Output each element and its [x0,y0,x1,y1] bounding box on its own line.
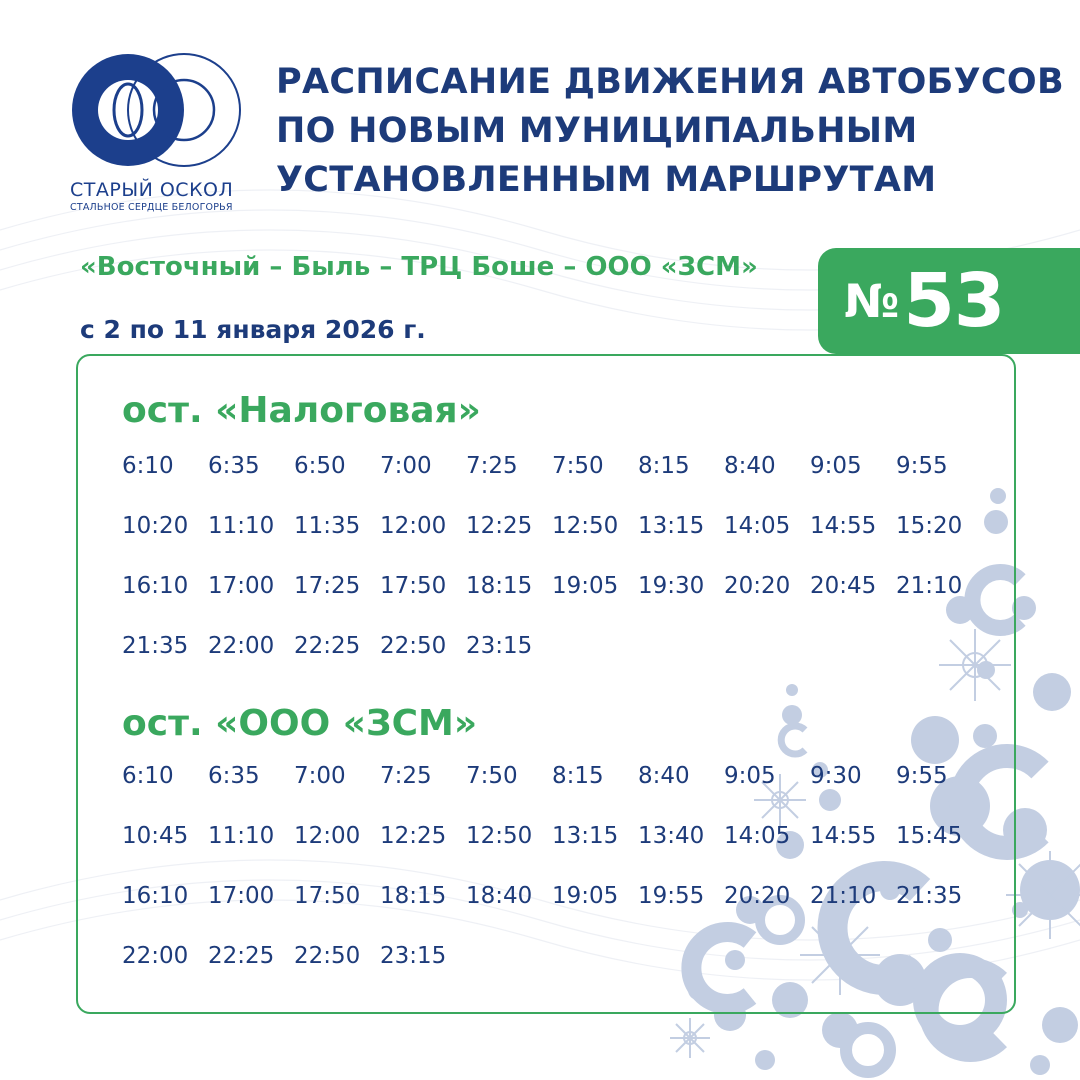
departure-time: 7:50 [552,453,604,479]
departure-time: 23:15 [466,633,533,659]
departure-time: 22:00 [122,943,189,969]
departure-time: 12:00 [380,513,447,539]
departure-time: 21:35 [896,883,963,909]
departure-time: 17:25 [294,573,361,599]
times-grid-nalogovaya [122,452,1002,692]
departure-time: 19:30 [638,573,705,599]
logo-name: СТАРЫЙ ОСКОЛ [70,179,234,201]
departure-time: 13:15 [552,823,619,849]
departure-time: 22:25 [208,943,275,969]
departure-time: 14:05 [724,513,791,539]
departure-time: 16:10 [122,573,189,599]
departure-time: 11:35 [294,513,361,539]
departure-time: 19:55 [638,883,705,909]
departure-time: 14:55 [810,823,877,849]
departure-time: 10:20 [122,513,189,539]
departure-time: 7:25 [380,763,432,789]
departure-time: 22:00 [208,633,275,659]
departure-time: 22:25 [294,633,361,659]
departure-time: 15:20 [896,513,963,539]
departure-time: 18:15 [380,883,447,909]
stop-title-nalogovaya: ост. «Налоговая» [122,390,481,431]
departure-time: 20:45 [810,573,877,599]
departure-time: 23:15 [380,943,447,969]
departure-time: 17:50 [294,883,361,909]
logo-slogan: СТАЛЬНОЕ СЕРДЦЕ БЕЛОГОРЬЯ [70,202,233,213]
departure-time: 21:35 [122,633,189,659]
departure-time: 12:25 [466,513,533,539]
departure-time: 7:00 [294,763,346,789]
departure-time: 19:05 [552,883,619,909]
departure-time: 6:10 [122,763,174,789]
departure-time: 6:10 [122,453,174,479]
schedule-period: с 2 по 11 января 2026 г. [80,315,426,344]
route-name: «Восточный – Быль – ТРЦ Боше – ООО «ЗСМ» [80,252,758,282]
departure-time: 12:50 [552,513,619,539]
departure-time: 14:55 [810,513,877,539]
departure-time: 8:40 [724,453,776,479]
departure-time: 9:30 [810,763,862,789]
departure-time: 21:10 [810,883,877,909]
departure-time: 11:10 [208,513,275,539]
stop-title-zsm: ост. «ООО «ЗСМ» [122,703,478,744]
departure-time: 13:15 [638,513,705,539]
departure-time: 17:00 [208,883,275,909]
departure-time: 6:35 [208,453,260,479]
title-line: РАСПИСАНИЕ ДВИЖЕНИЯ АВТОБУСОВ [276,62,1064,102]
departure-time: 8:15 [552,763,604,789]
departure-time: 8:15 [638,453,690,479]
departure-time: 12:00 [294,823,361,849]
route-number: 53 [903,258,1005,344]
departure-time: 8:40 [638,763,690,789]
departure-time: 12:25 [380,823,447,849]
number-sign: № [844,274,900,328]
departure-time: 15:45 [896,823,963,849]
departure-time: 19:05 [552,573,619,599]
departure-time: 17:00 [208,573,275,599]
departure-time: 9:55 [896,453,948,479]
page-title [276,58,1066,205]
departure-time: 21:10 [896,573,963,599]
departure-time: 16:10 [122,883,189,909]
times-grid-zsm [122,762,1002,1002]
departure-time: 17:50 [380,573,447,599]
departure-time: 12:50 [466,823,533,849]
departure-time: 7:50 [466,763,518,789]
route-number-badge [818,248,1080,354]
departure-time: 9:55 [896,763,948,789]
departure-time: 11:10 [208,823,275,849]
departure-time: 9:05 [724,763,776,789]
departure-time: 6:35 [208,763,260,789]
departure-time: 14:05 [724,823,791,849]
departure-time: 22:50 [294,943,361,969]
departure-time: 6:50 [294,453,346,479]
title-line: ПО НОВЫМ МУНИЦИПАЛЬНЫМ [276,111,918,151]
departure-time: 18:15 [466,573,533,599]
departure-time: 13:40 [638,823,705,849]
departure-time: 10:45 [122,823,189,849]
departure-time: 7:00 [380,453,432,479]
departure-time: 7:25 [466,453,518,479]
departure-time: 20:20 [724,883,791,909]
departure-time: 18:40 [466,883,533,909]
departure-time: 22:50 [380,633,447,659]
title-line: УСТАНОВЛЕННЫМ МАРШРУТАМ [276,160,937,200]
departure-time: 9:05 [810,453,862,479]
departure-time: 20:20 [724,573,791,599]
